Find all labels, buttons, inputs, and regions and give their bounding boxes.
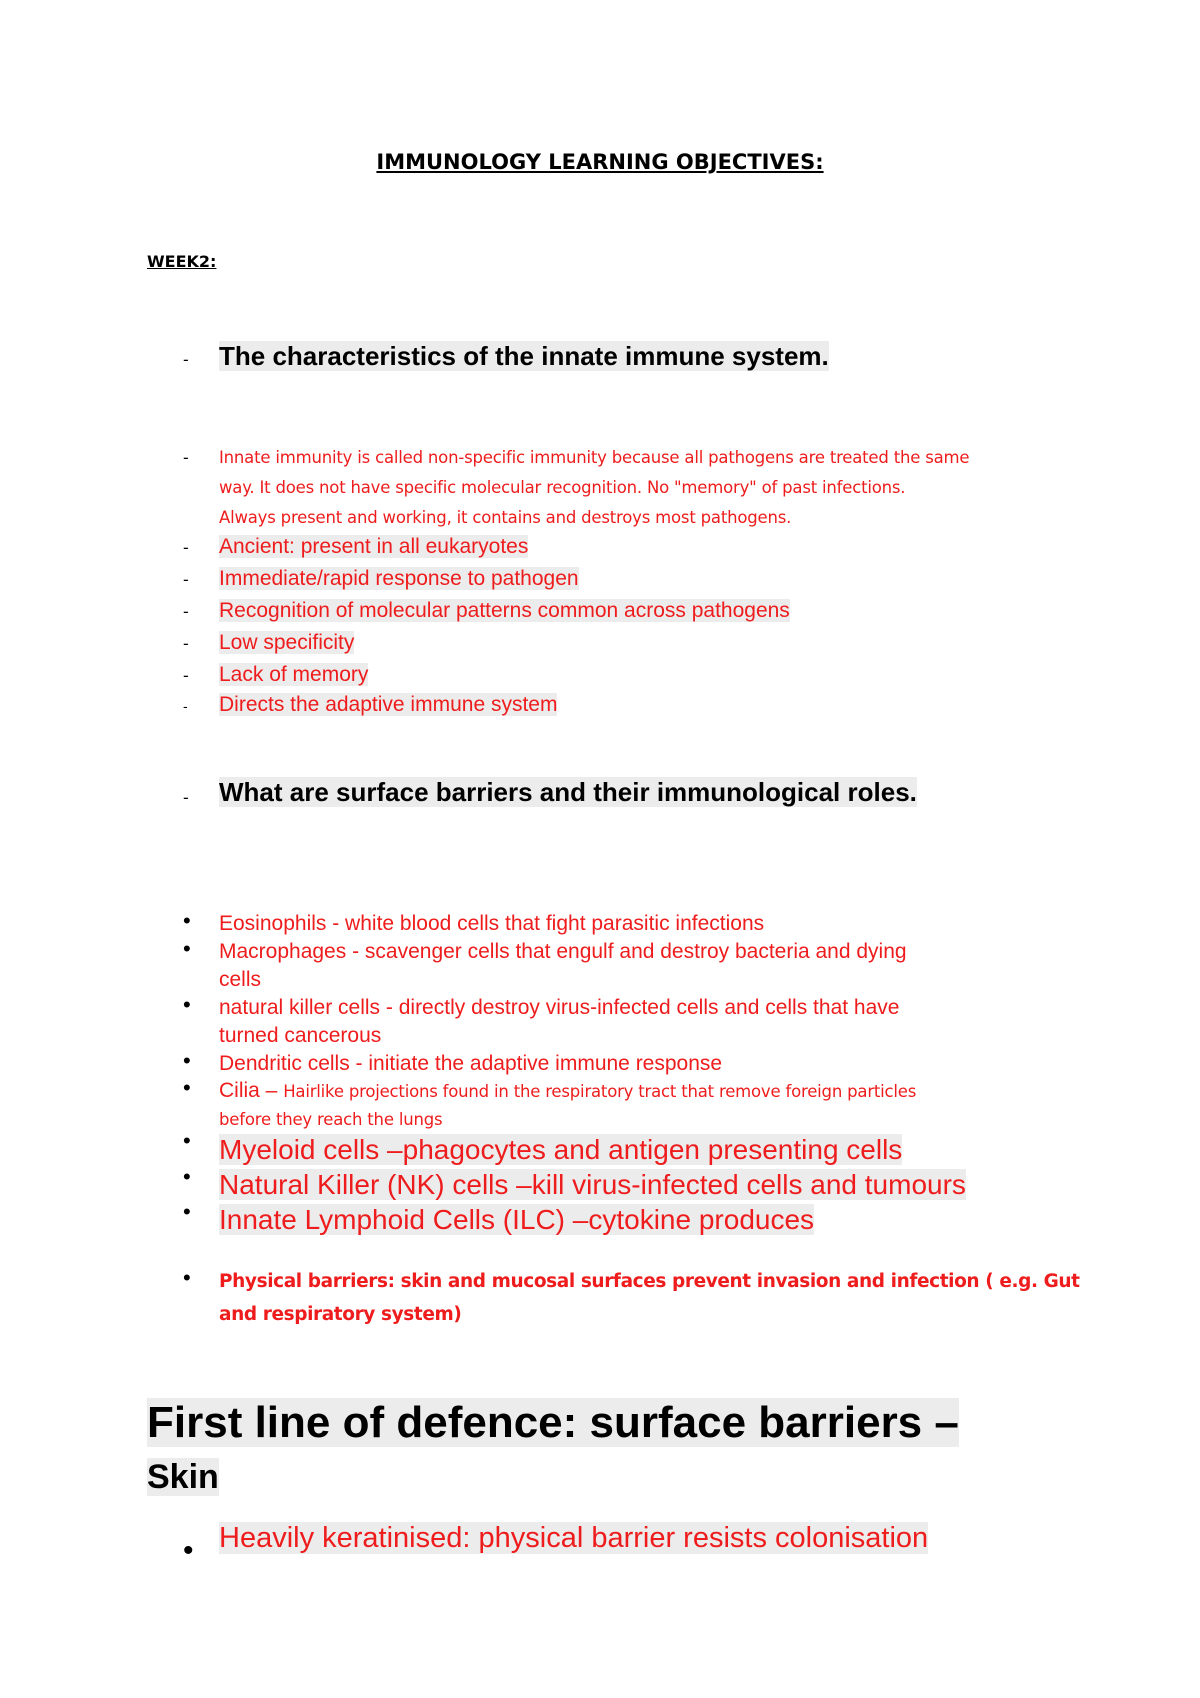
- list-item-cilia: Cilia – Hairlike projections found in the respiratory tract that remove foreign particles: [219, 1079, 917, 1102]
- bullet-dot: •: [183, 908, 191, 933]
- bullet-dot: •: [183, 1048, 191, 1073]
- list-item: Ancient: present in all eukaryotes: [219, 535, 529, 558]
- dash-bullet: -: [183, 570, 189, 589]
- physical-barriers-line: Physical barriers: skin and mucosal surfaces prevent invasion and infection ( e.g. Gut: [219, 1271, 1080, 1292]
- list-item: Dendritic cells - initiate the adaptive immune response: [219, 1052, 723, 1075]
- list-item: Low specificity: [219, 631, 355, 654]
- dash-bullet: -: [183, 350, 189, 369]
- bullet-dot: •: [183, 1128, 191, 1153]
- intro-line: Innate immunity is called non-specific immunity because all pathogens are treated the same: [219, 448, 970, 467]
- intro-line: Always present and working, it contains and destroys most pathogens.: [219, 508, 792, 527]
- dash-bullet: -: [183, 666, 189, 685]
- list-item: Natural Killer (NK) cells –kill virus-infected cells and tumours: [219, 1169, 966, 1200]
- dash-bullet: -: [183, 602, 189, 621]
- bullet-dot: •: [183, 1075, 191, 1100]
- bullet-dot: •: [183, 1164, 191, 1189]
- bullet-dot: •: [183, 1534, 194, 1567]
- intro-line: way. It does not have specific molecular recognition. No "memory" of past infections.: [219, 478, 906, 497]
- dash-bullet: -: [183, 634, 189, 653]
- bullet-dot: •: [183, 936, 191, 961]
- list-item: Eosinophils - white blood cells that fight parasitic infections: [219, 912, 765, 935]
- section-heading-innate: The characteristics of the innate immune system.: [219, 341, 829, 371]
- section-subtitle-skin: Skin: [147, 1458, 219, 1496]
- bullet-dot: •: [183, 992, 191, 1017]
- list-item: Lack of memory: [219, 663, 369, 686]
- list-item-continuation: before they reach the lungs: [219, 1110, 443, 1129]
- dash-bullet: -: [183, 448, 189, 467]
- list-item: Innate Lymphoid Cells (ILC) –cytokine produces: [219, 1204, 815, 1235]
- document-title: IMMUNOLOGY LEARNING OBJECTIVES:: [376, 150, 824, 174]
- dash-bullet: -: [183, 788, 189, 807]
- physical-barriers-line: and respiratory system): [219, 1304, 462, 1325]
- dash-bullet: -: [183, 538, 189, 557]
- list-item: Recognition of molecular patterns common across pathogens: [219, 599, 790, 622]
- section-heading-surface-barriers: What are surface barriers and their immunological roles.: [219, 777, 917, 807]
- list-item: Immediate/rapid response to pathogen: [219, 567, 579, 590]
- list-item-continuation: turned cancerous: [219, 1024, 382, 1047]
- section-title-first-line: First line of defence: surface barriers –: [147, 1398, 959, 1447]
- list-item: Macrophages - scavenger cells that engulf and destroy bacteria and dying: [219, 940, 907, 963]
- list-item: natural killer cells - directly destroy virus-infected cells and cells that have: [219, 996, 900, 1019]
- bullet-dot: •: [183, 1265, 191, 1290]
- list-item-continuation: cells: [219, 968, 262, 991]
- dash-bullet: -: [183, 698, 188, 714]
- list-item: Heavily keratinised: physical barrier resists colonisation: [219, 1522, 929, 1554]
- bullet-dot: •: [183, 1199, 191, 1224]
- list-item: Directs the adaptive immune system: [219, 693, 558, 716]
- list-item: Myeloid cells –phagocytes and antigen presenting cells: [219, 1134, 903, 1165]
- week-label: WEEK2:: [147, 252, 217, 271]
